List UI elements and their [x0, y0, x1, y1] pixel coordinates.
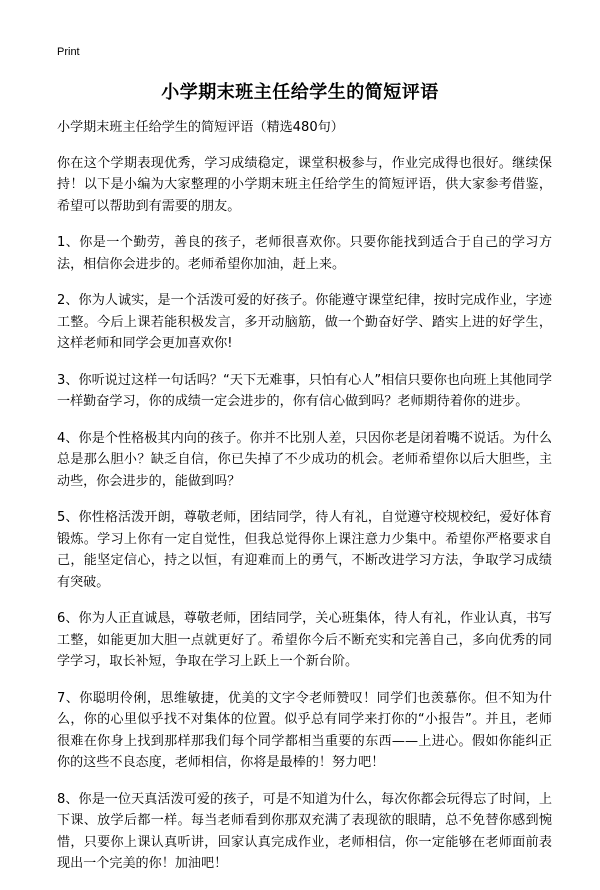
document-subtitle: 小学期末班主任给学生的简短评语（精选480句） — [57, 120, 344, 135]
comment-paragraph-2: 2、你为人诚实，是一个活泼可爱的好孩子。你能遵守课堂纪律，按时完成作业，字迹工整。今后上课若能积极发言，多开动脑筋，做一个勤奋好学、踏实上进的好学生，这样老师和同学会更加喜欢你! — [57, 293, 552, 351]
comment-paragraph-3: 3、你听说过这样一句话吗？“天下无难事，只怕有心人”相信只要你也向班上其他同学一样勤奋学习，你的成绩一定会进步的，你有信心做到吗？老师期待着你的进步。 — [57, 372, 552, 409]
document-body — [57, 117, 552, 890]
comment-paragraph-4: 4、你是个性格极其内向的孩子。你并不比别人差，只因你老是闭着嘴不说话。为什么总是那么胆小？缺乏自信，你已失掉了不少成功的机会。老师希望你以后大胆些，主动些，你会进步的，能做到吗？ — [57, 430, 552, 489]
comment-paragraph-1: 1、你是一个勤劳，善良的孩子，老师很喜欢你。只要你能找到适合于自己的学习方法，相信你会进步的。老师希望你加油，赶上来。 — [57, 235, 552, 272]
comment-paragraph-8: 8、你是一位天真活泼可爱的孩子，可是不知道为什么，每次你都会玩得忘了时间，上下课、放学后都一样。每当老师看到你那双充满了表现欲的眼睛，总不免替你感到惋惜，只要你上课认真听讲，回家认真完成作业，老师相信，你一定能够在老师面前表现出一个完美的你！加油吧！ — [57, 791, 552, 871]
intro-paragraph: 你在这个学期表现优秀，学习成绩稳定，课堂积极参与，作业完成得也很好。继续保持！以下是小编为大家整理的小学期末班主任给学生的简短评语，供大家参考借鉴，希望可以帮助到有需要的朋友。 — [57, 155, 552, 214]
comment-paragraph-5: 5、你性格活泼开朗，尊敬老师，团结同学，待人有礼，自觉遵守校规校纪，爱好体育锻炼。学习上你有一定自觉性，但我总觉得你上课注意力少集中。希望你严格要求自己，能坚定信心，持之以恒，有迎难而上的勇气，不断改进学习方法，争取学习成绩有突破。 — [57, 510, 552, 590]
print-label: Print — [57, 46, 80, 58]
comment-paragraph-6: 6、你为人正直诚恳，尊敬老师，团结同学，关心班集体，待人有礼，作业认真，书写工整，如能更加大胆一点就更好了。希望你今后不断充实和完善自己，多向优秀的同学学习，取长补短，争取在学习上跃上一个新台阶。 — [57, 611, 552, 669]
comment-paragraph-7: 7、你聪明伶俐，思维敏捷，优美的文字令老师赞叹！同学们也羡慕你。但不知为什么，你的心里似乎找不对集体的位置。似乎总有同学来打你的“小报告”。并且，老师很难在你身上找到那样那我们每个同学都相当重要的东西——上进心。假如你能纠正你的这些不良态度，老师相信，你将是最棒的！努力吧！ — [57, 690, 552, 770]
page-title: 小学期末班主任给学生的简短评语 — [161, 82, 439, 103]
